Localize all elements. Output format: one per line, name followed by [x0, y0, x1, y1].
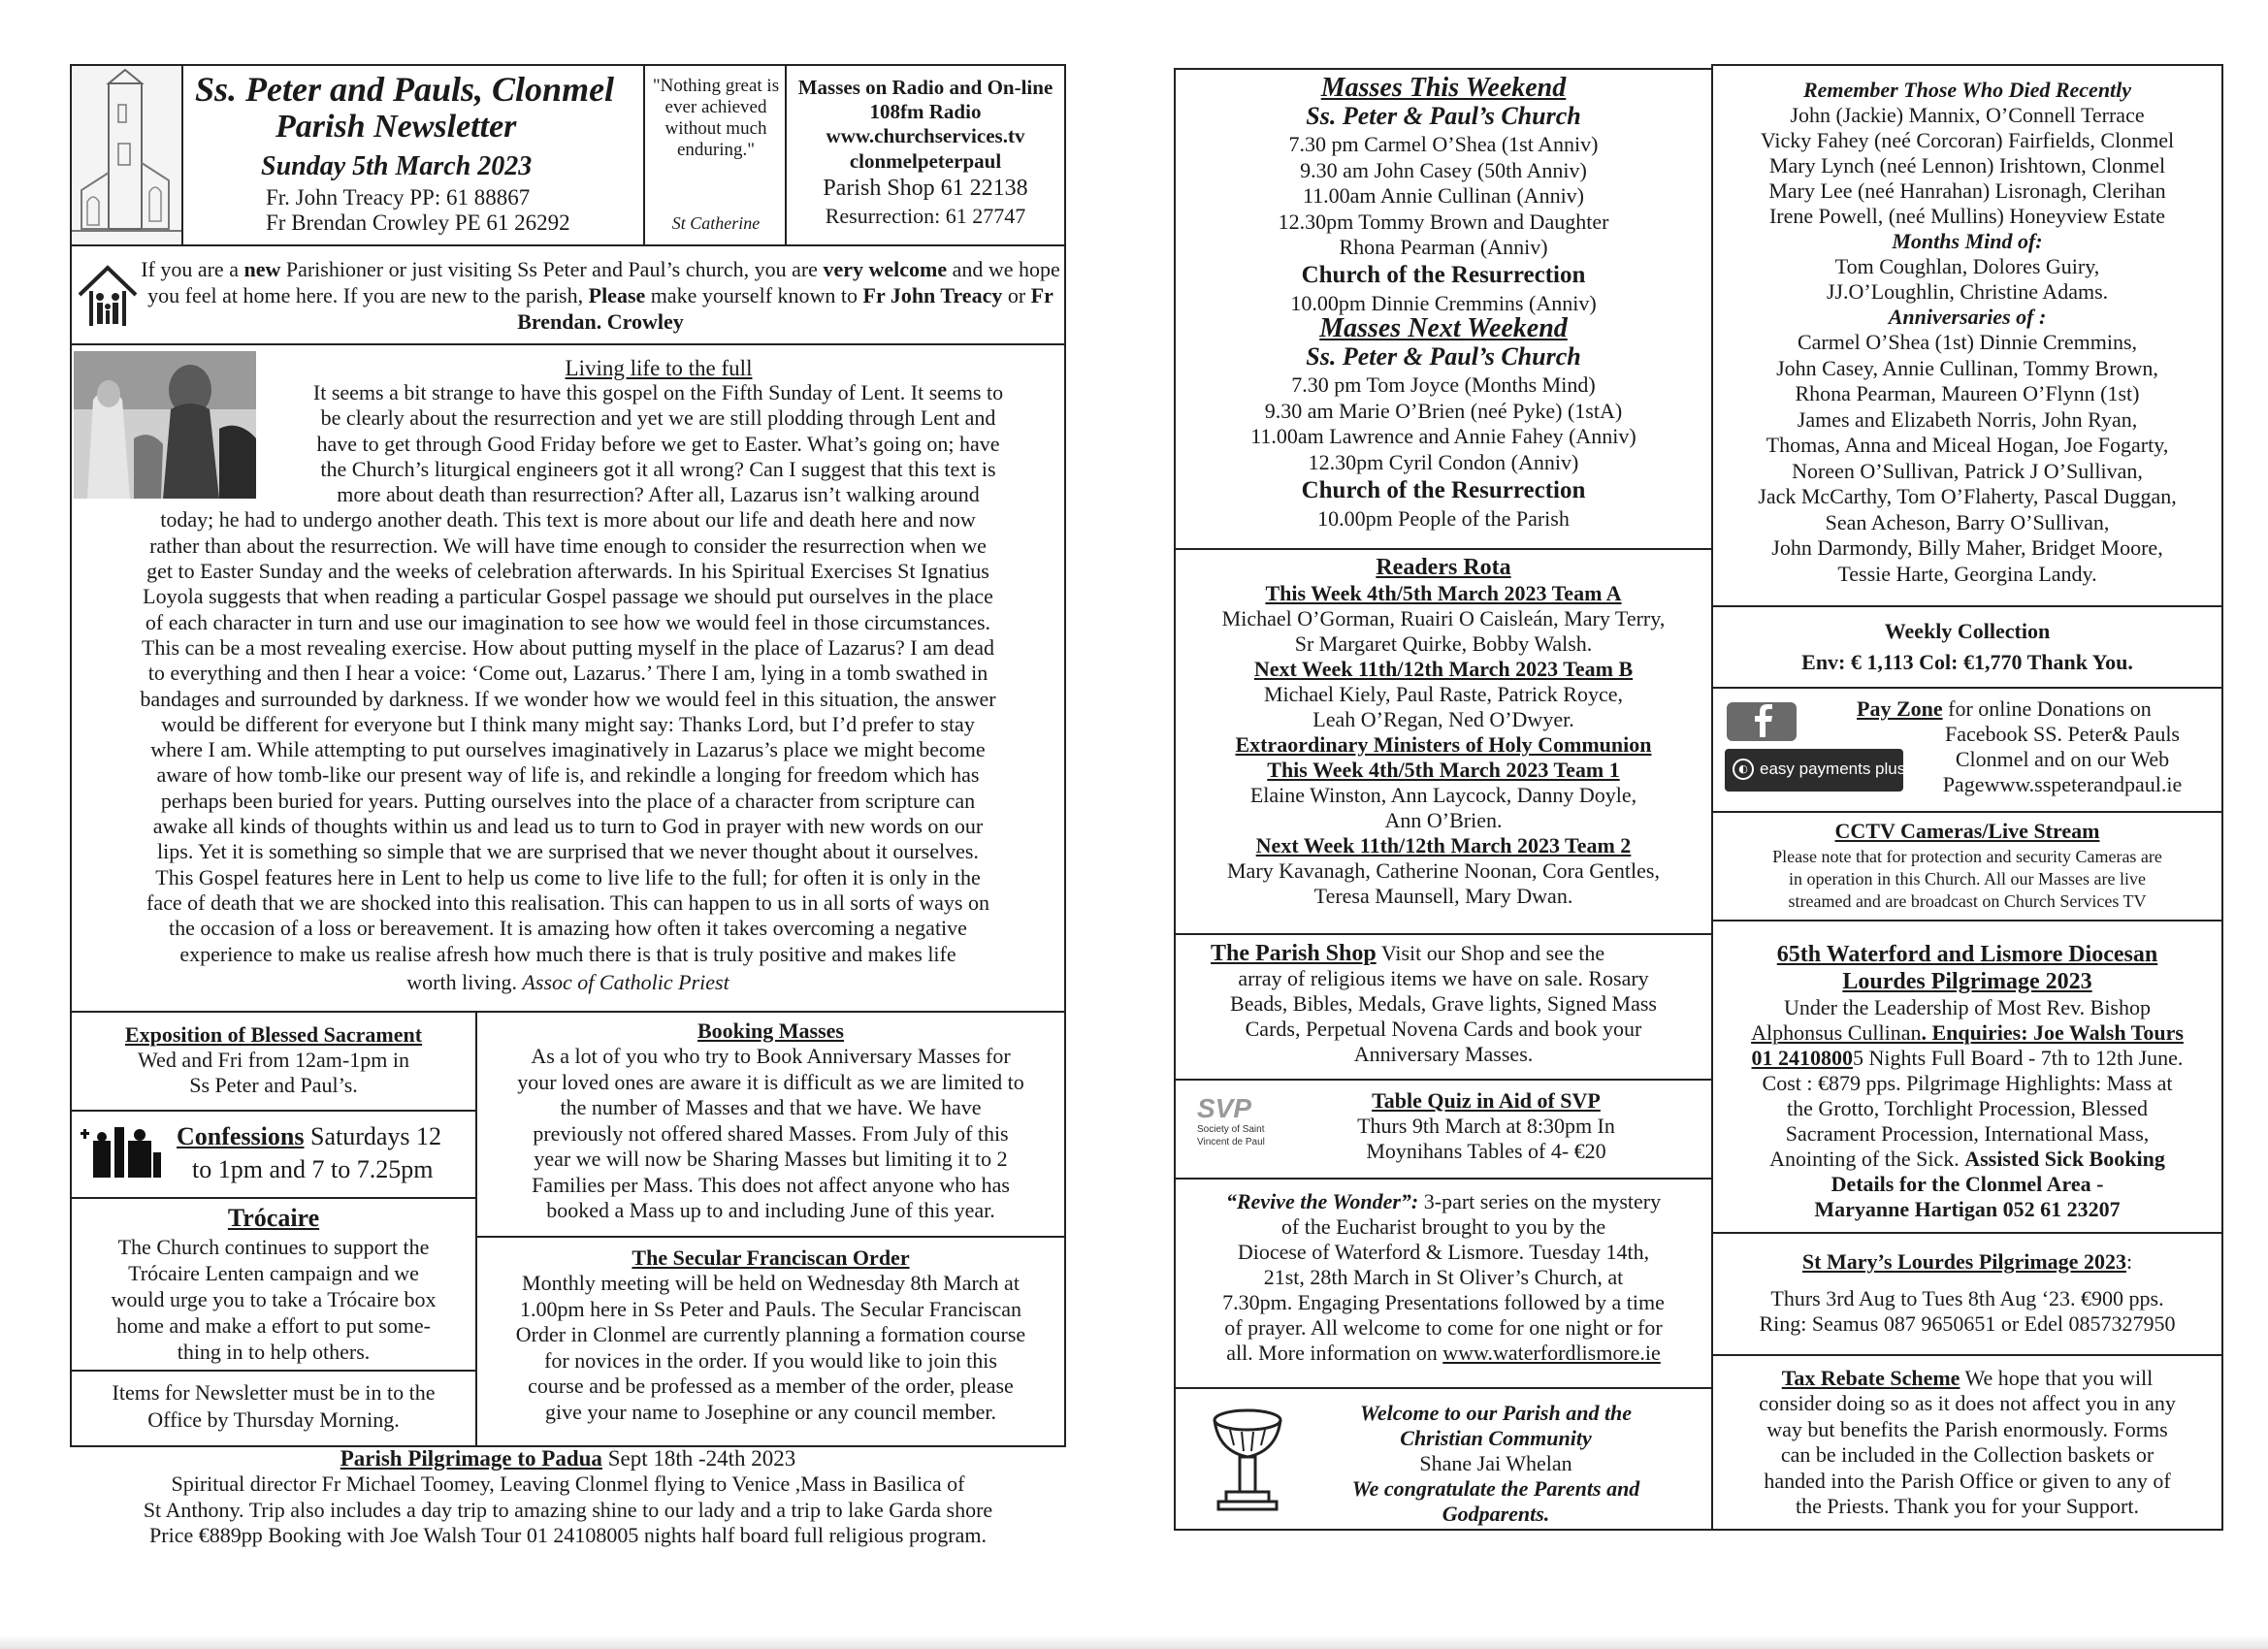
mind-line: JJ.O’Loughlin, Christine Adams. [1826, 279, 2109, 304]
newsletter-date: Sunday 5th March 2023 [261, 151, 533, 181]
tax-body [1713, 1391, 2221, 1520]
revive-last-line [1176, 1341, 1711, 1366]
svp-logo-sub-1: Society of Saint [1197, 1124, 1265, 1135]
living-box [70, 343, 1066, 1013]
payzone-line-3: Pagewww.sspeterandpaul.ie [1942, 772, 2183, 796]
anniv-line: Carmel O’Shea (1st) Dinnie Cremmins, [1797, 330, 2138, 354]
anniv-line: Rhona Pearman, Maureen O’Flynn (1st) [1795, 381, 2140, 405]
radio-handle: clonmelpeterpaul [849, 149, 1002, 173]
collection-title: Weekly Collection [1884, 619, 2051, 643]
lourdes-assisted: Assisted Sick Booking [1964, 1147, 2165, 1171]
revive-box [1174, 1178, 1713, 1389]
living-line: experience to make us realise afresh how much there is that is truly positive and makes life [179, 941, 956, 966]
living-last-text: worth living. [406, 970, 517, 994]
svp-title: Table Quiz in Aid of SVP [1372, 1088, 1601, 1113]
booking-line: your loved ones are aware it is difficult as we are limited to [517, 1069, 1024, 1094]
trocaire-title: Trócaire [227, 1204, 320, 1232]
stmary-line-1: Thurs 3rd Aug to Tues 8th Aug ‘23. €900 pps. [1770, 1286, 2164, 1310]
living-body [72, 380, 1064, 967]
header-title-box [181, 64, 645, 246]
revive-first: 3-part series on the mystery [1418, 1189, 1662, 1213]
booking-line: Families per Mass. This does not affect anyone who has [532, 1172, 1010, 1197]
tax-line: can be included in the Collection baskets or [1780, 1442, 2155, 1467]
header-church-image-box [70, 64, 183, 246]
newsletter-title: Parish Newsletter [275, 109, 517, 145]
remember-title: Remember Those Who Died Recently [1802, 78, 2132, 102]
masses-this-line: 12.30pm Tommy Brown and Daughter [1278, 209, 1609, 234]
lourdes-box [1711, 920, 2223, 1234]
living-line: This can be a most revealing exercise. How about putting myself in the place of Lazarus? I am dead [141, 634, 995, 660]
lourdes-line-8: Details for the Clonmel Area - [1831, 1172, 2104, 1196]
living-line: be clearly about the resurrection and yet we are still plodding through Lent and [320, 405, 996, 431]
masses-box [1174, 68, 1713, 550]
franciscan-line: course and be professed as a member of the order, please [528, 1374, 1014, 1398]
easy-payments-label: easy payments plus [1760, 760, 1906, 778]
resurrection-phone: Resurrection: 61 27747 [825, 204, 1026, 228]
living-line: get to Easter Sunday and the weeks of celebration afterwards. In his Spiritual Exercises St Ignatius [146, 559, 989, 584]
welcome-box [70, 244, 1066, 345]
living-line: Loyola suggests that when reading a particular Gospel passage we should put ourselves in the place [143, 584, 993, 609]
remember-line: Vicky Fahey (neé Corcoran) Fairfields, Clonmel [1760, 128, 2175, 152]
remember-line: Irene Powell, (neé Mullins) Honeyview Estate [1768, 204, 2166, 228]
masses-this-res-title: Church of the Resurrection [1301, 262, 1586, 288]
lourdes-bishop: Alphonsus Cullinan [1751, 1020, 1922, 1045]
masses-next-res-title: Church of the Resurrection [1301, 477, 1586, 503]
church-icon [72, 66, 181, 244]
living-title: Living life to the full [565, 356, 753, 380]
anniv-line: John Darmondy, Billy Maher, Bridget Moore, [1771, 535, 2163, 560]
franciscan-body [477, 1271, 1064, 1425]
franciscan-line: for novices in the order. If you would like to join this [544, 1347, 997, 1373]
anniv-line: James and Elizabeth Norris, John Ryan, [1797, 406, 2138, 432]
masses-this-title: Masses This Weekend [1320, 73, 1567, 103]
payzone-first-line [1857, 696, 2152, 722]
living-line: perhaps been buried for years. Putting ourselves into the place of a character from scripture can [160, 788, 976, 813]
masses-this-line: Rhona Pearman (Anniv) [1339, 235, 1548, 259]
revive-line: of the Eucharist brought to you by the [1280, 1214, 1606, 1239]
revive-body [1176, 1214, 1711, 1341]
franciscan-title: The Secular Franciscan Order [632, 1245, 910, 1270]
easy-payments-badge [1725, 749, 1906, 792]
living-line: the occasion of a loss or bereavement. It is amazing how often it takes overcoming a negative [169, 916, 967, 941]
welcome-t9: or [1002, 283, 1031, 307]
priest-pe: Fr Brendan Crowley PE 61 26292 [266, 210, 570, 235]
franciscan-line: Monthly meeting will be held on Wednesday 8th March at [522, 1271, 1020, 1295]
living-line: face of death that we are shocked into this realisation. This can happen to us in all sorts of ways on [146, 889, 989, 915]
booking-box [475, 1011, 1066, 1238]
anniv-line: Jack McCarthy, Tom O’Flaherty, Pascal Duggan, [1758, 484, 2177, 508]
living-line: of each character in turn and use our imagination to see how we would feel in those circumstances. [145, 609, 991, 634]
living-line: the Church’s liturgical engineers got it all wrong? Can I suggest that this text is [320, 456, 996, 481]
readers-next-line-2: Leah O’Regan, Ned O’Dwyer. [1312, 707, 1574, 731]
revive-link[interactable]: www.waterfordlismore.ie [1442, 1341, 1661, 1365]
lourdes-line-5: the Grotto, Torchlight Procession, Blessed [1786, 1096, 2148, 1120]
living-line: This Gospel features here in Lent to help us come to live life to the full; for often it is only in the [155, 864, 981, 889]
masses-this-line: 9.30 am John Casey (50th Anniv) [1300, 157, 1587, 182]
living-credit: Assoc of Catholic Priest [522, 970, 729, 994]
revive-line: 21st, 28th March in St Oliver’s Church, at [1263, 1265, 1624, 1289]
booking-line: booked a Mass up to and including June of this year. [546, 1198, 995, 1222]
exposition-line-2: Ss Peter and Paul’s. [189, 1073, 358, 1097]
anniv-title: Anniversaries of : [1888, 305, 2047, 329]
franciscan-line: Order in Clonmel are currently planning a formation course [515, 1322, 1026, 1346]
cctv-title: CCTV Cameras/Live Stream [1834, 819, 2100, 843]
living-line: to everything and then I hear a voice: ‘Come out, Lazarus.’ There I am, lying in a tomb swathed in [147, 661, 988, 686]
baptism-line-4: Godparents. [1442, 1502, 1550, 1526]
welcome-t8: Fr John Treacy [862, 283, 1003, 307]
confessions-times-1: Saturdays 12 [304, 1122, 442, 1150]
baptism-box [1174, 1387, 1713, 1531]
cctv-line-2: in operation in this Church. All our Masses are live [1789, 869, 2146, 889]
svp-box [1174, 1079, 1713, 1180]
confessions-label: Confessions [177, 1122, 305, 1150]
baptism-line-3: We congratulate the Parents and [1351, 1476, 1640, 1501]
living-line: have to get through Good Friday before we get to Easter. What’s going on; have [316, 431, 1000, 456]
confessions-line-2: to 1pm and 7 to 7.25pm [192, 1155, 434, 1183]
masses-next-body [1176, 372, 1711, 475]
masses-this-church: Ss. Peter & Paul’s Church [1306, 102, 1581, 130]
masses-next-res: 10.00pm People of the Parish [1317, 506, 1570, 531]
padua-line: Spiritual director Fr Michael Toomey, Leaving Clonmel flying to Venice ,Mass in Basilica of [171, 1471, 965, 1496]
header-radio-box [785, 64, 1066, 246]
masses-next-title: Masses Next Weekend [1319, 313, 1568, 343]
anniv-line: Noreen O’Sullivan, Patrick J O’Sullivan, [1792, 458, 2143, 483]
tax-line: handed into the Parish Office or given to any of [1764, 1468, 2171, 1493]
masses-next-line: 9.30 am Marie O’Brien (neé Pyke) (1stA) [1264, 398, 1623, 423]
franciscan-line: give your name to Josephine or any council member. [545, 1399, 996, 1424]
remember-line: John (Jackie) Mannix, O’Connell Terrace [1790, 103, 2145, 127]
shop-line: Anniversary Masses. [1353, 1042, 1534, 1066]
living-line: would be different for everyone but I think many might say: Thanks Lord, but I’d prefer to stay [161, 711, 975, 736]
lourdes-line-7 [1713, 1147, 2221, 1172]
priest-pp: Fr. John Treacy PP: 61 88867 [266, 185, 531, 210]
padua-title-line [70, 1445, 1066, 1471]
booking-line: previously not offered shared Masses. From July of this [533, 1120, 1009, 1146]
living-line: It seems a bit strange to have this gospel on the Fifth Sunday of Lent. It seems to [312, 380, 1004, 404]
revive-line: 7.30pm. Engaging Presentations followed by a time [1222, 1290, 1665, 1314]
lourdes-phone: 01 2410800 [1751, 1046, 1854, 1070]
tax-title: Tax Rebate Scheme [1781, 1366, 1960, 1390]
padua-dates: Sept 18th -24th 2023 [601, 1446, 796, 1471]
remember-box [1711, 64, 2223, 607]
trocaire-line: would urge you to take a Trócaire box [111, 1287, 437, 1311]
readers-this-line-1: Michael O’Gorman, Ruairi O Caisleán, Mary Terry, [1221, 606, 1666, 630]
items-box [70, 1370, 477, 1447]
masses-this-body [1176, 132, 1711, 261]
shop-line: Beads, Bibles, Medals, Grave lights, Signed Mass [1230, 991, 1657, 1016]
facebook-icon [1727, 702, 1797, 741]
remember-line: Mary Lynch (neé Lennon) Irishtown, Clonmel [1768, 153, 2166, 178]
svp-line-2: Moynihans Tables of 4- €20 [1366, 1139, 1606, 1163]
anniv-line: Tessie Harte, Georgina Landy. [1837, 561, 2097, 586]
baptismal-font-icon [1209, 1406, 1286, 1513]
readers-this-week: This Week 4th/5th March 2023 Team A [1265, 581, 1622, 605]
mind-body [1713, 254, 2221, 305]
payzone-title[interactable]: Pay Zone [1857, 696, 1943, 721]
lourdes-anointing: Anointing of the Sick. [1769, 1147, 1965, 1171]
anniv-line: John Casey, Annie Cullinan, Tommy Brown, [1776, 355, 2158, 380]
lourdes-line-2 [1713, 1020, 2221, 1046]
readers-next-week: Next Week 11th/12th March 2023 Team B [1253, 657, 1634, 681]
booking-line: As a lot of you who try to Book Anniversary Masses for [531, 1044, 1011, 1068]
living-line: bandages and surrounded by darkness. If we wonder how we would feel in this situation, the answer [140, 686, 996, 711]
tax-line: way but benefits the Parish enormously. Forms [1766, 1416, 2168, 1441]
shop-line: array of religious items we have on sale. Rosary [1238, 966, 1649, 990]
header-quote-box [643, 64, 787, 246]
quote-author: St Catherine [671, 213, 761, 233]
welcome-t7: make yourself known to [645, 283, 863, 307]
padua-title: Parish Pilgrimage to Padua [340, 1446, 602, 1471]
mind-title: Months Mind of: [1892, 229, 2043, 253]
masses-this-line: 11.00am Annie Cullinan (Anniv) [1302, 183, 1585, 208]
franciscan-box [475, 1236, 1066, 1447]
em-next-line-2: Teresa Maunsell, Mary Dwan. [1313, 884, 1573, 908]
revive-line: Diocese of Waterford & Lismore. Tuesday 14th, [1237, 1240, 1650, 1264]
baptism-line-1: Welcome to our Parish and the [1359, 1401, 1633, 1425]
cctv-box [1711, 811, 2223, 922]
stmary-title: St Mary’s Lourdes Pilgrimage 2023 [1801, 1249, 2126, 1274]
living-line: awake all kinds of thoughts within us and lead us to turn to God in prayer with new words on our [152, 814, 984, 839]
baptism-name: Shane Jai Whelan [1419, 1451, 1572, 1475]
trocaire-line: thing in to help others. [177, 1340, 371, 1364]
payzone-box [1711, 687, 2223, 813]
shop-line: Cards, Perpetual Novena Cards and book your [1245, 1017, 1642, 1041]
parish-shop-phone: Parish Shop 61 22138 [823, 176, 1028, 201]
tax-first-line [1713, 1366, 2221, 1391]
quote-text: "Nothing great is ever achieved without much enduring." [652, 76, 780, 160]
lourdes-title-1: 65th Waterford and Lismore Diocesan [1776, 942, 2158, 967]
parish-name: Ss. Peter and Pauls, Clonmel [195, 70, 615, 109]
svp-logo-sub-2: Vincent de Paul [1197, 1137, 1265, 1148]
confessional-icon [80, 1123, 163, 1181]
lourdes-line-3 [1713, 1046, 2221, 1071]
confessions-box [70, 1110, 477, 1199]
tax-line: consider doing so as it does not affect you in any [1759, 1391, 2176, 1415]
padua-line: St Anthony. Trip also includes a day trip to amazing shine to our lady and a trip to lake Garda shore [143, 1497, 993, 1522]
anniv-line: Sean Acheson, Barry O’Sullivan, [1825, 509, 2110, 534]
collection-line: Env: € 1,113 Col: €1,770 Thank You. [1801, 650, 2133, 674]
welcome-t5: and we hope you feel at home here. If you are new to the parish, [147, 257, 1060, 307]
lourdes-line-4: Cost : €879 pps. Pilgrimage Highlights: Mass at [1762, 1071, 2173, 1095]
payzone-line-2: Clonmel and on our Web [1955, 747, 2170, 771]
lourdes-enquiries: . Enquiries: Joe Walsh Tours [1921, 1020, 2184, 1045]
trocaire-line: Trócaire Lenten campaign and we [128, 1261, 419, 1285]
stmary-box [1711, 1232, 2223, 1356]
lourdes-line-9: Maryanne Hartigan 052 61 23207 [1814, 1197, 2121, 1221]
booking-body [477, 1044, 1064, 1224]
shop-first: Visit our Shop and see the [1376, 941, 1605, 965]
radio-url: www.churchservices.tv [826, 124, 1025, 147]
tax-first: We hope that you will [1960, 1366, 2154, 1390]
welcome-t4: very welcome [823, 257, 948, 281]
em-this-week: This Week 4th/5th March 2023 Team 1 [1267, 758, 1620, 782]
remember-line: Mary Lee (neé Hanrahan) Lisronagh, Clerihan [1768, 178, 2166, 203]
radio-title: Masses on Radio and On-line 108fm Radio [797, 76, 1053, 123]
welcome-t6: Please [588, 283, 646, 307]
em-this-line-1: Elaine Winston, Ann Laycock, Danny Doyle, [1249, 783, 1637, 807]
remember-body [1713, 103, 2221, 229]
masses-next-line: 12.30pm Cyril Condon (Anniv) [1308, 449, 1579, 474]
franciscan-line: 1.00pm here in Ss Peter and Pauls. The Secular Franciscan [519, 1296, 1022, 1321]
exposition-line-1: Wed and Fri from 12am-1pm in [138, 1048, 409, 1072]
svp-logo-mark: SVP [1197, 1093, 1252, 1123]
stmary-title-line [1713, 1249, 2221, 1275]
welcome-t3: Parishioner or just visiting Ss Peter and Paul’s church, you are [280, 257, 824, 281]
living-line: more about death than resurrection? After all, Lazarus isn’t walking around [337, 482, 980, 507]
padua-body [70, 1471, 1066, 1549]
scan-edge [0, 1635, 2268, 1649]
booking-line: year we will now be Sharing Masses but limiting it to 2 [534, 1147, 1008, 1171]
baptism-line-2: Christian Community [1400, 1426, 1592, 1450]
em-title: Extraordinary Ministers of Holy Communion [1235, 732, 1652, 757]
living-last-line [72, 970, 1064, 995]
payzone-first: for online Donations on [1942, 696, 2152, 721]
confessions-line-1 [177, 1121, 441, 1152]
lourdes-line-1: Under the Leadership of Most Rev. Bishop [1783, 995, 2151, 1019]
anniv-body [1713, 330, 2221, 587]
revive-first-line [1176, 1189, 1711, 1214]
em-next-week: Next Week 11th/12th March 2023 Team 2 [1255, 833, 1632, 857]
revive-line: of prayer. All welcome to come for one night or for [1224, 1315, 1663, 1340]
items-line-2: Office by Thursday Morning. [147, 1407, 400, 1432]
family-house-icon [76, 262, 140, 332]
trocaire-body [72, 1234, 475, 1365]
welcome-t1: If you are a [141, 257, 244, 281]
stmary-colon: : [2125, 1249, 2133, 1274]
payzone-line-1: Facebook SS. Peter& Pauls [1945, 722, 2180, 746]
shop-first-line [1211, 941, 1604, 966]
shop-box [1174, 933, 1713, 1081]
trocaire-line: home and make a effort to put some- [116, 1313, 431, 1338]
masses-next-line: 7.30 pm Tom Joyce (Months Mind) [1291, 372, 1596, 397]
em-next-line-1: Mary Kavanagh, Catherine Noonan, Cora Gentles, [1227, 858, 1660, 883]
readers-box [1174, 548, 1713, 935]
svp-logo [1197, 1094, 1284, 1148]
lourdes-line-6: Sacrament Procession, International Mass, [1785, 1121, 2150, 1146]
svp-line-1: Thurs 9th March at 8:30pm In [1357, 1114, 1615, 1138]
living-line: lips. Yet it is something so simple that we are surprised that we never thought about it ourselves. [157, 839, 979, 864]
readers-this-line-2: Sr Margaret Quirke, Bobby Walsh. [1294, 631, 1593, 656]
readers-next-line-1: Michael Kiely, Paul Raste, Patrick Royce, [1263, 682, 1624, 706]
revive-last: all. More information on [1226, 1341, 1443, 1365]
booking-line: the number of Masses and that we have. We have [560, 1095, 982, 1119]
tax-line: the Priests. Thank you for your Support. [1795, 1494, 2139, 1518]
tax-box [1711, 1354, 2223, 1531]
mind-line: Tom Coughlan, Dolores Guiry, [1834, 254, 2100, 278]
living-line: today; he had to undergo another death. This text is more about our life and death here and now [160, 507, 976, 533]
revive-title: “Revive the Wonder”: [1225, 1189, 1419, 1213]
items-line-1: Items for Newsletter must be in to the [112, 1380, 436, 1405]
masses-next-church: Ss. Peter & Paul’s Church [1306, 342, 1581, 371]
em-this-line-2: Ann O’Brien. [1384, 808, 1503, 832]
booking-title: Booking Masses [697, 1018, 844, 1043]
trocaire-line: The Church continues to support the [117, 1235, 430, 1259]
lourdes-title-2: Lourdes Pilgrimage 2023 [1842, 969, 2092, 994]
welcome-t10: Fr Brendan. Crowley [517, 283, 1053, 334]
shop-body [1176, 966, 1711, 1067]
trocaire-box [70, 1197, 477, 1372]
stmary-line-2: Ring: Seamus 087 9650651 or Edel 0857327950 [1759, 1311, 2176, 1336]
welcome-text [140, 256, 1061, 335]
masses-this-line: 7.30 pm Carmel O’Shea (1st Anniv) [1288, 132, 1599, 156]
readers-title: Readers Rota [1376, 555, 1511, 580]
padua-line: Price €889pp Booking with Joe Walsh Tour 01 24108005 nights half board full religious program. [149, 1523, 987, 1547]
living-line: where I am. While attempting to put ourselves imaginatively in Lazarus’s place we might become [150, 737, 986, 762]
living-line: aware of how tomb-like our present way of life is, and rekindle a longing for freedom which has [156, 762, 980, 788]
cctv-line-1: Please note that for protection and security Cameras are [1772, 847, 2162, 866]
collection-box [1711, 605, 2223, 689]
living-line: rather than about the resurrection. We will have time enough to consider the resurrection when we [149, 533, 987, 558]
cctv-line-3: streamed and are broadcast on Church Services TV [1788, 891, 2147, 911]
exposition-box [70, 1011, 477, 1112]
lourdes-nights: 5 Nights Full Board - 7th to 12th June. [1853, 1046, 2184, 1070]
shop-title: The Parish Shop [1211, 941, 1377, 966]
exposition-title: Exposition of Blessed Sacrament [124, 1022, 423, 1047]
masses-this-res: 10.00pm Dinnie Cremmins (Anniv) [1290, 291, 1597, 315]
payment-icon: ◐ [1733, 759, 1754, 780]
welcome-t2: new [243, 257, 281, 281]
anniv-line: Thomas, Anna and Miceal Hogan, Joe Fogarty, [1766, 433, 2169, 457]
masses-next-line: 11.00am Lawrence and Annie Fahey (Anniv) [1250, 424, 1636, 448]
